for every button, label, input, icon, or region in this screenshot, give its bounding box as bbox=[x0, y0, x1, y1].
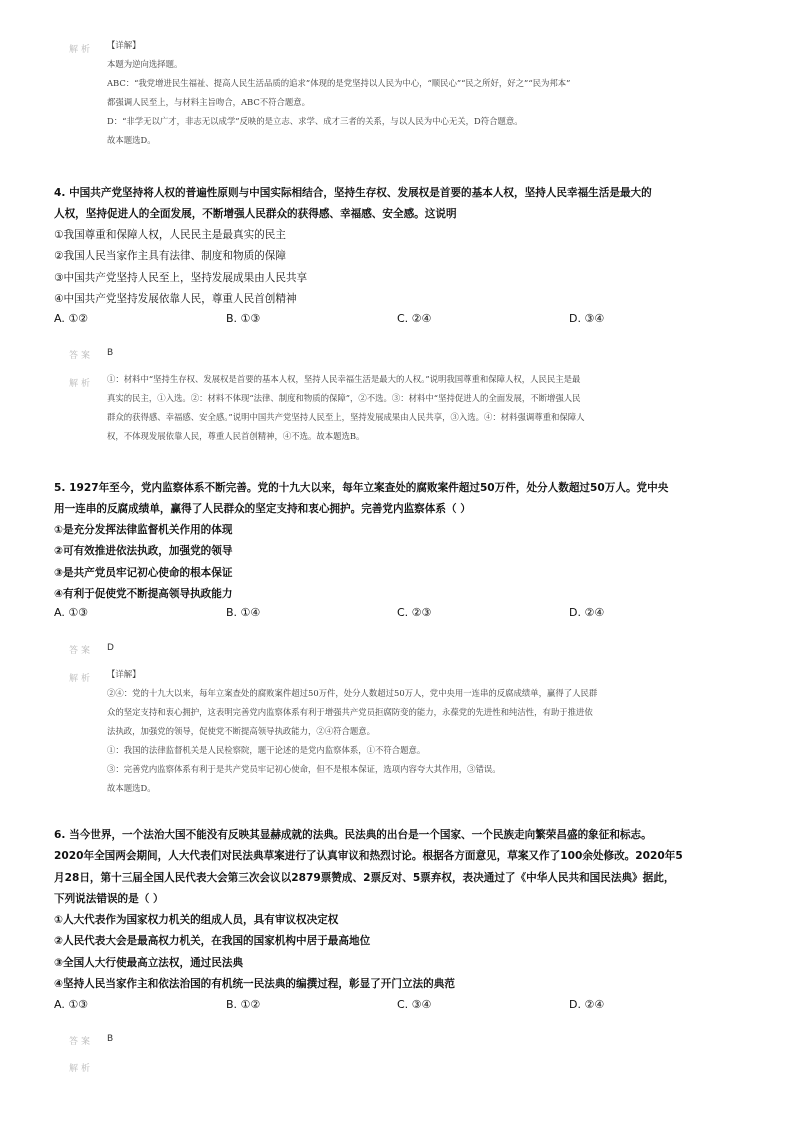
explain-tag: 解析 bbox=[69, 379, 94, 389]
explain-line: 真实的民主，①入选。②：材料不体现“法律、制度和物质的保障”，②不选。③：材料中“坚持促进人的全面发展，不断增强人民 bbox=[107, 393, 581, 403]
statement: ②我国人民当家作主具有法律、制度和物质的保障 bbox=[54, 250, 286, 263]
explain-line: 权，不体现发展依靠人民，尊重人民首创精神，④不选。故本题选B。 bbox=[107, 431, 365, 441]
explain-tag: 解析 bbox=[69, 45, 94, 55]
explain-line: 故本题选D。 bbox=[107, 783, 156, 793]
explain-block bbox=[107, 36, 737, 150]
choice-a[interactable]: A. ①③ bbox=[54, 998, 89, 1011]
explain-line: 【详解】 bbox=[107, 669, 141, 679]
statement: ④坚持人民当家作主和依法治国的有机统一民法典的编撰过程，彰显了开门立法的典范 bbox=[54, 977, 455, 990]
stem-line: 4. 中国共产党坚持将人权的普遍性原则与中国实际相结合，坚持生存权、发展权是首要的基本人权，坚持人民幸福生活是最大的 bbox=[54, 187, 652, 199]
question-4-stem bbox=[54, 183, 754, 226]
explain-line: 故本题选D。 bbox=[107, 135, 156, 145]
explain-line: ③：完善党内监察体系有利于是共产党员牢记初心使命，但不是根本保证，选项内容夸大其作用，③错误。 bbox=[107, 764, 501, 774]
answer-value: B bbox=[107, 348, 114, 358]
stem-line: 下列说法错误的是（ ） bbox=[54, 892, 164, 905]
choice-d[interactable]: D. ②④ bbox=[569, 998, 605, 1011]
statement: ④中国共产党坚持发展依靠人民，尊重人民首创精神 bbox=[54, 292, 297, 305]
stem-line: 5. 1927年至今，党内监察体系不断完善。党的十九大以来，每年立案查处的腐败案件超过50万件，处分人数超过50万人。党中央 bbox=[54, 482, 669, 494]
statement: ③全国人大行使最高立法权，通过民法典 bbox=[54, 956, 244, 969]
question-5-statements bbox=[54, 520, 754, 605]
choice-c[interactable]: C. ②④ bbox=[397, 312, 432, 325]
answer-tag: 答案 bbox=[69, 351, 94, 361]
stem-line: 用一连串的反腐成绩单，赢得了人民群众的坚定支持和衷心拥护。完善党内监察体系（ ） bbox=[54, 503, 471, 516]
answer-tag: 答案 bbox=[69, 1037, 94, 1047]
statement: ③是共产党员牢记初心使命的根本保证 bbox=[54, 566, 233, 579]
explain-tag: 解析 bbox=[69, 1064, 94, 1074]
question-6-choices bbox=[54, 998, 754, 1018]
statement: ①我国尊重和保障人权，人民民主是最真实的民主 bbox=[54, 229, 286, 241]
choice-b[interactable]: B. ①② bbox=[226, 998, 261, 1011]
choice-d[interactable]: D. ②④ bbox=[569, 606, 605, 619]
choice-c[interactable]: C. ③④ bbox=[397, 998, 432, 1011]
stem-line: 2020年全国两会期间，人大代表们对民法典草案进行了认真审议和热烈讨论。根据各方面意见，草案又作了100余处修改。2020年5 bbox=[54, 850, 683, 863]
choice-c[interactable]: C. ②③ bbox=[397, 606, 432, 619]
choice-b[interactable]: B. ①③ bbox=[226, 312, 261, 325]
answer-value: D bbox=[107, 643, 114, 653]
statement: ④有利于促使党不断提高领导执政能力 bbox=[54, 587, 233, 600]
question-5-choices bbox=[54, 606, 754, 626]
question-6-statements bbox=[54, 910, 754, 995]
explain-line: ABC：“我党增进民生福祉、提高人民生活品质的追求”体现的是党坚持以人民为中心，“顺民心”“民之所好，好之”“民为邦本” bbox=[107, 78, 571, 88]
explain-block bbox=[107, 665, 737, 798]
explain-line: 本题为逆向选择题。 bbox=[107, 59, 183, 69]
statement: ③中国共产党坚持人民至上，坚持发展成果由人民共享 bbox=[54, 271, 308, 284]
choice-a[interactable]: A. ①③ bbox=[54, 606, 89, 619]
explain-block bbox=[107, 370, 737, 446]
explain-tag: 解析 bbox=[69, 674, 94, 684]
statement: ②人民代表大会是最高权力机关，在我国的国家机构中居于最高地位 bbox=[54, 935, 371, 948]
question-6-stem bbox=[54, 825, 754, 910]
stem-line: 6. 当今世界，一个法治大国不能没有反映其显赫成就的法典。民法典的出台是一个国家、一个民族走向繁荣昌盛的象征和标志。 bbox=[54, 829, 652, 841]
choice-b[interactable]: B. ①④ bbox=[226, 606, 261, 619]
statement: ①人大代表作为国家权力机关的组成人员，具有审议权决定权 bbox=[54, 914, 339, 926]
explain-line: D：“非学无以广才，非志无以成学”反映的是立志、求学、成才三者的关系，与以人民为中心无关，D符合题意。 bbox=[107, 116, 523, 126]
stem-line: 月28日，第十三届全国人民代表大会第三次会议以2879票赞成、2票反对、5票弃权，表决通过了《中华人民共和国民法典》据此， bbox=[54, 871, 675, 884]
question-4-statements bbox=[54, 225, 754, 310]
statement: ①是充分发挥法律监督机关作用的体现 bbox=[54, 524, 233, 536]
explain-line: ②④：党的十九大以来，每年立案查处的腐败案件超过50万件，处分人数超过50万人，党中央用一连串的反腐成绩单，赢得了人民群 bbox=[107, 688, 598, 698]
statement: ②可有效推进依法执政，加强党的领导 bbox=[54, 545, 233, 558]
explain-line: ①：我国的法律监督机关是人民检察院，题干论述的是党内监察体系，①不符合题意。 bbox=[107, 745, 426, 755]
explain-line: 众的坚定支持和衷心拥护，这表明完善党内监察体系有利于增强共产党员拒腐防变的能力，永葆党的先进性和纯洁性，有助于推进依 bbox=[107, 707, 593, 717]
explain-line: 法执政，加强党的领导，促使党不断提高领导执政能力，②④符合题意。 bbox=[107, 726, 375, 736]
choice-a[interactable]: A. ①② bbox=[54, 312, 89, 325]
answer-value: B bbox=[107, 1034, 114, 1044]
explain-line: ①：材料中“坚持生存权、发展权是首要的基本人权，坚持人民幸福生活是最大的人权。”说明我国尊重和保障人权，人民民主是最 bbox=[107, 374, 581, 384]
question-5-stem bbox=[54, 478, 754, 521]
stem-line: 人权，坚持促进人的全面发展，不断增强人民群众的获得感、幸福感、安全感。这说明 bbox=[54, 208, 457, 221]
answer-tag: 答案 bbox=[69, 646, 94, 656]
explain-line: 群众的获得感、幸福感、安全感。”说明中国共产党坚持人民至上，坚持发展成果由人民共享，③入选。④：材料强调尊重和保障人 bbox=[107, 412, 585, 422]
choice-d[interactable]: D. ③④ bbox=[569, 312, 605, 325]
explain-line: 都强调人民至上，与材料主旨吻合，ABC不符合题意。 bbox=[107, 97, 311, 107]
explain-line: 【详解】 bbox=[107, 40, 141, 50]
question-4-choices bbox=[54, 312, 754, 332]
